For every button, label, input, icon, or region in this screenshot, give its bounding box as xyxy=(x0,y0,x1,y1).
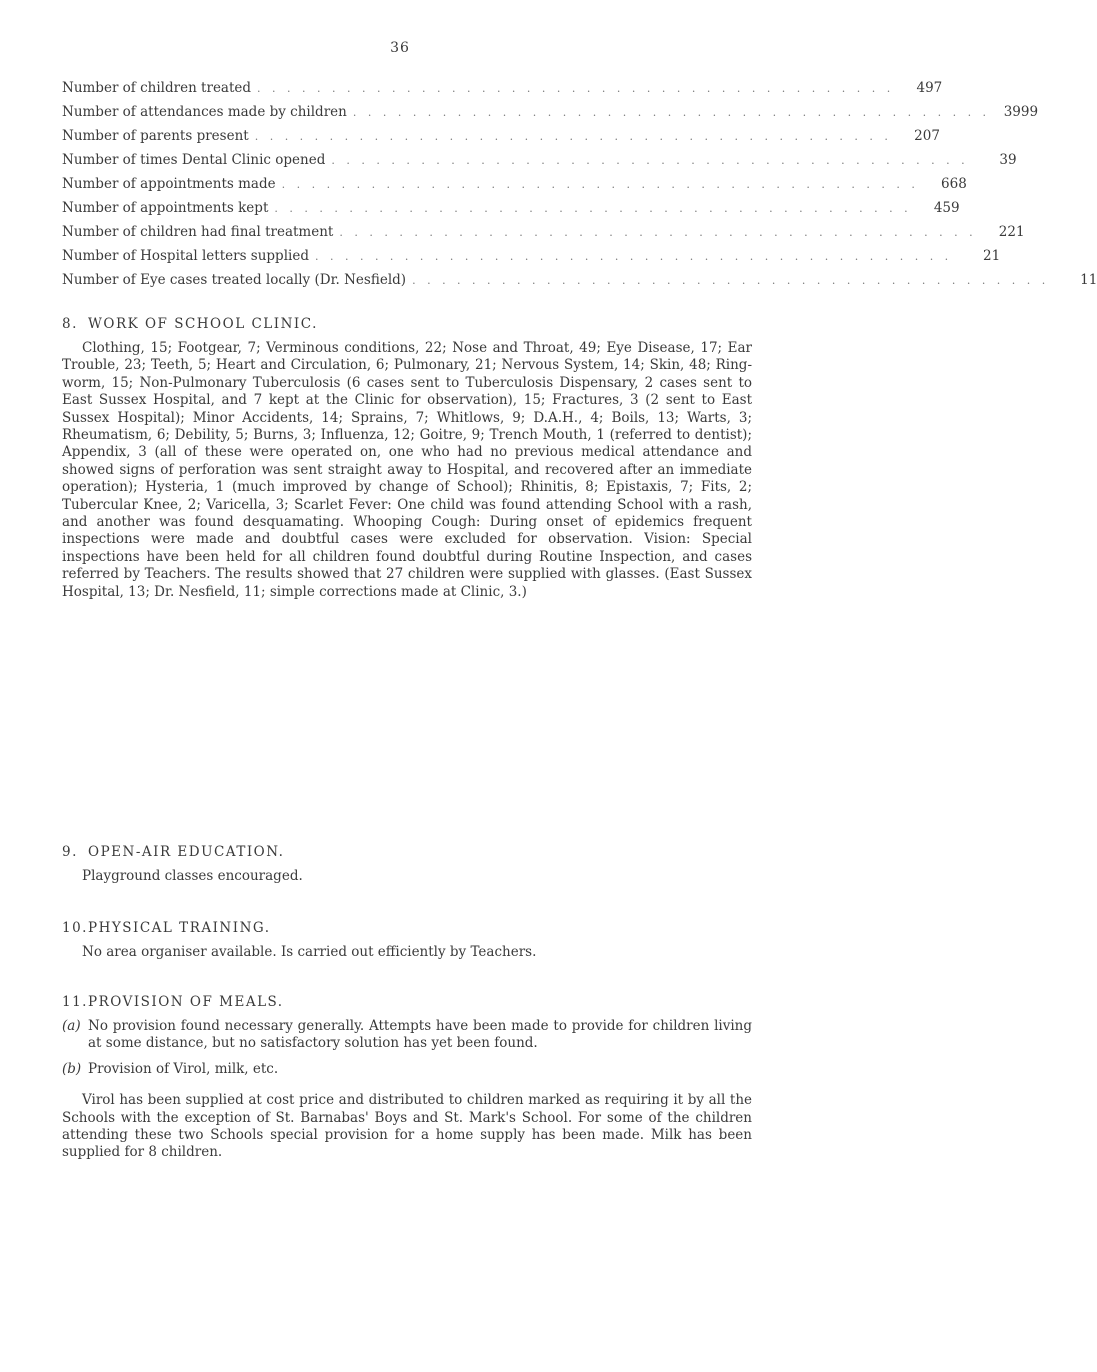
stat-row xyxy=(62,128,940,152)
section-body: Playground classes encouraged. xyxy=(82,868,303,884)
leader-dots: . . . . . . . . . . . . . . . . . . . . . . . . . . . . . . . . . . . . . . . . . . . xyxy=(281,178,919,191)
stat-row xyxy=(62,272,1097,296)
dental-statistics-list xyxy=(62,80,1097,296)
section-title: WORK OF SCHOOL CLINIC. xyxy=(88,316,318,332)
stat-label: Number of children had final treatment xyxy=(62,224,334,240)
stat-label: Number of children treated xyxy=(62,80,252,96)
leader-dots: . . . . . . . . . . . . . . . . . . . . . . . . . . . . . . . . . . . . . . . . . . . xyxy=(339,226,977,239)
section-provision-of-meals xyxy=(62,994,752,1162)
sub-item-b xyxy=(62,1061,752,1078)
stat-value: 497 xyxy=(916,80,943,96)
stat-row xyxy=(62,104,1039,128)
section-number: 9. xyxy=(62,844,78,860)
section-number: 8. xyxy=(62,316,78,332)
stat-label: Number of appointments made xyxy=(62,176,276,192)
leader-dots: . . . . . . . . . . . . . . . . . . . . . . . . . . . . . . . . . . . . . . . . . . . xyxy=(274,202,912,215)
stat-row xyxy=(62,176,967,200)
section-number: 11. xyxy=(62,994,88,1010)
section-body: No area organiser available. Is carried out efficiently by Teachers. xyxy=(82,944,537,960)
section-title: OPEN-AIR EDUCATION. xyxy=(88,844,285,860)
leader-dots: . . . . . . . . . . . . . . . . . . . . . . . . . . . . . . . . . . . . . . . . . . . xyxy=(314,250,953,263)
page-number: 36 xyxy=(390,40,410,56)
stat-row xyxy=(62,152,1017,176)
section-school-clinic xyxy=(62,316,752,601)
section-heading xyxy=(62,316,752,332)
sub-item-a xyxy=(62,1018,752,1053)
stat-label: Number of Hospital letters supplied xyxy=(62,248,309,264)
stat-value: 668 xyxy=(941,176,967,192)
stat-value: 11 xyxy=(1080,272,1097,288)
section-open-air-education xyxy=(62,844,752,885)
stat-label: Number of parents present xyxy=(62,128,249,144)
stat-value: 39 xyxy=(999,152,1017,168)
section-heading xyxy=(62,994,752,1010)
stat-row xyxy=(62,200,960,224)
stat-label: Number of times Dental Clinic opened xyxy=(62,152,326,168)
stat-value: 21 xyxy=(983,248,1001,264)
stat-label: Number of attendances made by children xyxy=(62,104,347,120)
stat-row xyxy=(62,248,1001,272)
section-title: PROVISION OF MEALS. xyxy=(88,994,284,1010)
leader-dots: . . . . . . . . . . . . . . . . . . . . . . . . . . . . . . . . . . . . . . . . . . . xyxy=(331,154,969,167)
stat-row xyxy=(62,80,943,104)
sub-item-text: No provision found necessary generally. Attempts have been made to provide for children living at some distance, but no satisfactory solution has yet been found. xyxy=(88,1018,752,1052)
leader-dots: . . . . . . . . . . . . . . . . . . . . . . . . . . . . . . . . . . . . . . . . . . . xyxy=(254,130,892,143)
leader-dots: . . . . . . . . . . . . . . . . . . . . . . . . . . . . . . . . . . . . . . . . . . . xyxy=(352,106,991,119)
sub-item-label: (a) xyxy=(62,1018,81,1034)
sub-item-label: (b) xyxy=(62,1060,82,1077)
stat-label: Number of appointments kept xyxy=(62,200,269,216)
stat-row xyxy=(62,224,1025,248)
sub-item-text: Provision of Virol, milk, etc. xyxy=(88,1060,279,1077)
section-title: PHYSICAL TRAINING. xyxy=(88,920,271,936)
section-body: Clothing, 15; Footgear, 7; Verminous conditions, 22; Nose and Throat, 49; Eye Disease, 17; Ear Trouble, 23; Teeth, 5; Heart and Circulation, 6; Pulmonary, 21; Nervous System, 14; Skin, 48; Ring-worm, 15; Non-Pulmonary Tuberculosis (6 cases sent to Tuberculosis Dispensary, 2 cases sent to East Sussex Hospital, and 7 kept at the Clinic for observation), 15; Fractures, 3 (2 sent to East Sussex Hospital); Minor Accidents, 14; Sprains, 7; Whitlows, 9; D.A.H., 4; Boils, 13; Warts, 3; Rheumatism, 6; Debility, 5; Burns, 3; Influenza, 12; Goitre, 9; Trench Mouth, 1 (referred to dentist); Appendix, 3 (all of these were operated on, one who had no previous medical attendance and showed signs of perforation was sent straight away to Hospital, and recovered after an immediate operation); Hysteria, 1 (much improved by change of School); Rhinitis, 8; Epistaxis, 7; Fits, 2; Tubercular Knee, 2; Varicella, 3; Scarlet Fever: One child was found attending School with a rash, and another was found desquamating. Whooping Cough: During onset of epidemics frequent inspections were made and doubtful cases were excluded for observation. Vision: Special inspections have been held for all children found doubtful during Routine Inspection, and cases referred by Teachers. The results showed that 27 children were supplied with glasses. (East Sussex Hospital, 13; Dr. Nesfield, 11; simple corrections made at Clinic, 3.) xyxy=(62,340,752,600)
section-physical-training xyxy=(62,920,752,961)
section-number: 10. xyxy=(62,920,88,936)
section-heading xyxy=(62,844,752,860)
stat-value: 3999 xyxy=(1003,104,1039,120)
leader-dots: . . . . . . . . . . . . . . . . . . . . . . . . . . . . . . . . . . . . . . . . . . . xyxy=(412,274,1050,287)
stat-value: 207 xyxy=(914,128,940,144)
leader-dots: . . . . . . . . . . . . . . . . . . . . . . . . . . . . . . . . . . . . . . . . . . . xyxy=(257,82,895,95)
section-body: Virol has been supplied at cost price and distributed to children marked as requiring it by all the Schools with the exception of St. Barnabas' Boys and St. Mark's School. For some of the children attending these two Schools special provision for a home supply has been made. Milk has been supplied for 8 children. xyxy=(62,1092,752,1161)
stat-value: 459 xyxy=(933,200,960,216)
section-heading xyxy=(62,920,752,936)
stat-value: 221 xyxy=(998,224,1025,240)
stat-label: Number of Eye cases treated locally (Dr. Nesfield) xyxy=(62,272,407,288)
